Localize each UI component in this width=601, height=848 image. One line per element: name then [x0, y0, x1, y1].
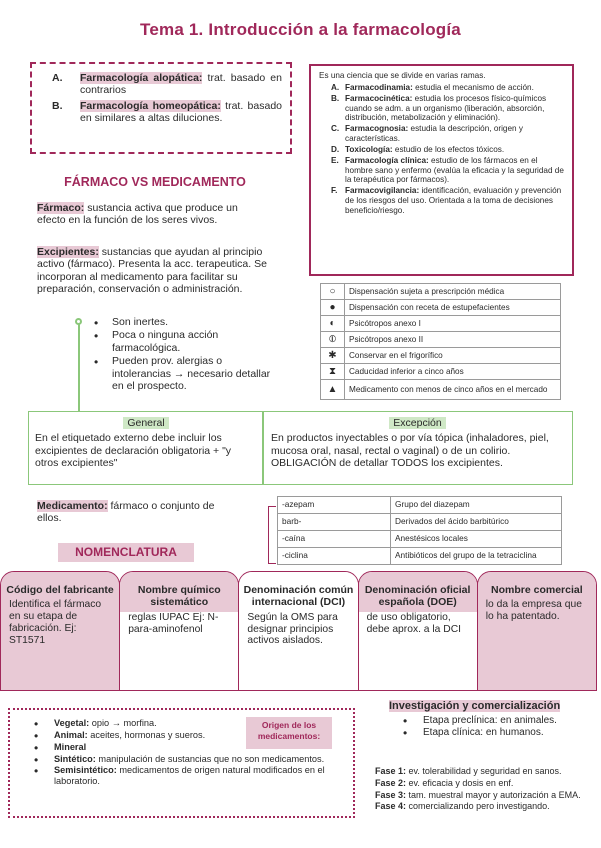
meaning-cell: Derivados del ácido barbitúrico — [391, 514, 562, 531]
suffix-table — [277, 496, 562, 565]
table-row — [278, 548, 562, 565]
item-term: Semisintético: — [54, 765, 117, 776]
research-section — [375, 700, 597, 739]
branch-letter: D. — [331, 144, 340, 154]
meaning-cell: Antibióticos del grupo de la tetraciclina — [391, 548, 562, 565]
section-heading: FÁRMACO VS MEDICAMENTO — [64, 175, 246, 189]
pharmacology-type-item — [52, 100, 282, 125]
phase-item — [375, 778, 597, 789]
definition-text: sustancia activa que produce un efecto en la función de los seres vivos. — [37, 202, 238, 227]
phase-text: comercializando pero investigando. — [408, 801, 550, 812]
symbols-table — [320, 283, 561, 400]
branch-term: Farmacovigilancia: — [345, 186, 420, 196]
empty-circle-icon: ○ — [321, 284, 345, 300]
list-item: • Poca o ninguna acción farmacológica. — [92, 329, 272, 354]
research-list — [375, 715, 597, 739]
nomenclatura-label: NOMENCLATURA — [58, 543, 194, 562]
bracket-connector — [268, 506, 276, 564]
excipientes-definition — [37, 246, 269, 296]
nomenclatura-column — [238, 571, 358, 691]
item-text: opio → morfina. — [91, 718, 157, 728]
column-heading: Denominación común internacional (DCI) — [239, 572, 357, 612]
list-item: • Etapa preclínica: en animales. — [403, 715, 597, 727]
list-item — [34, 718, 264, 729]
phase-term: Fase 2: — [375, 777, 407, 788]
branch-text: estudio de los efectos tóxicos. — [394, 144, 505, 154]
branch-letter: C. — [331, 124, 340, 134]
branch-letter: B. — [331, 93, 340, 103]
filled-circle-icon: ● — [321, 300, 345, 316]
branch-item — [319, 124, 564, 144]
item-text: trat. basado en similares a altas diluciones. — [80, 99, 282, 125]
branch-term: Farmacocinética: — [345, 93, 413, 103]
origen-label: Origen de los medicamentos: — [246, 717, 332, 749]
item-term: Animal: — [54, 729, 88, 740]
snowflake-icon: ✱ — [321, 348, 345, 364]
box-text: En el etiquetado externo debe incluir los excipientes de declaración obligatoria + "y otros excipientes" — [35, 432, 232, 470]
general-box — [28, 411, 264, 485]
nomenclatura-column — [119, 571, 239, 691]
nomenclatura-columns — [0, 571, 601, 691]
phase-item — [375, 766, 597, 777]
nomenclatura-column — [0, 571, 120, 691]
phase-text: tam. muestral mayor y autorización a EMA. — [408, 789, 581, 800]
definition-text: fármaco o conjunto de ellos. — [37, 500, 215, 525]
column-body: de uso obligatorio, debe aprox. a la DCI — [366, 611, 462, 635]
phase-item — [375, 801, 597, 812]
suffix-cell: barb- — [278, 514, 391, 531]
symbol-label: Conservar en el frigorífico — [345, 348, 561, 364]
research-heading: Investigación y comercialización — [389, 700, 561, 712]
branch-item — [319, 94, 564, 124]
branches-intro: Es una ciencia que se divide en varias ramas. — [319, 71, 486, 80]
column-body: Según la OMS para designar principios activos aislados. — [247, 611, 338, 647]
box-text: En productos inyectables o por vía tópica (inhaladores, piel, mucosa oral, nasal, rectal o vaginal) o de un colirio. OBLIGACIÓN de detallar TODOS los excipientes. — [271, 432, 549, 470]
table-row — [321, 300, 561, 316]
column-body: reglas IUPAC Ej: N-para-aminofenol — [128, 611, 219, 635]
item-term: Farmacología homeopática: — [80, 99, 221, 112]
phase-term: Fase 4: — [375, 801, 407, 812]
meaning-cell: Grupo del diazepam — [391, 497, 562, 514]
branch-term: Farmacognosia: — [345, 124, 409, 134]
nomenclatura-column — [358, 571, 478, 691]
phase-term: Fase 3: — [375, 789, 407, 800]
list-item — [34, 742, 264, 753]
pharmacology-branches-box — [309, 64, 574, 276]
branch-letter: F. — [331, 186, 338, 196]
definition-term: Fármaco: — [37, 202, 85, 214]
table-row — [278, 531, 562, 548]
item-text: aceites, hormonas y sueros. — [90, 729, 206, 740]
branch-term: Farmacología clínica: — [345, 155, 429, 165]
triangle-icon: ▲ — [321, 380, 345, 400]
suffix-cell: -azepam — [278, 497, 391, 514]
list-item: • Pueden prov. alergias o intolerancias → necesario detallar en el prospecto. — [92, 355, 272, 392]
item-letter: B. — [52, 99, 63, 112]
branch-text: estudio de los fármacos en el hombre sano y enfermo (evalúa la eficacia y la seguridad de la terapéutica por fármacos). — [345, 155, 564, 185]
list-item — [34, 730, 264, 741]
table-row — [321, 332, 561, 348]
table-row — [278, 497, 562, 514]
nomenclatura-column — [477, 571, 597, 691]
meaning-cell: Anestésicos locales — [391, 531, 562, 548]
connector-line — [78, 320, 80, 412]
branch-text: estudia el mecanismo de acción. — [415, 82, 534, 92]
item-term: Farmacología alopática: — [80, 72, 203, 84]
table-row — [321, 380, 561, 400]
symbol-label: Psicótropos anexo I — [345, 316, 561, 332]
branch-item — [319, 83, 564, 93]
item-term: Sintético: — [54, 753, 96, 764]
symbol-label: Psicótropos anexo II — [345, 332, 561, 348]
pharmacology-type-item — [52, 72, 282, 97]
symbol-label: Dispensación con receta de estupefacientes — [345, 300, 561, 316]
item-text: manipulación de sustancias que no son medicamentos. — [98, 753, 325, 764]
half-circle-icon: ◐ — [321, 316, 345, 332]
symbol-label: Dispensación sujeta a prescripción médica — [345, 284, 561, 300]
column-heading: Nombre comercial — [478, 572, 596, 599]
column-heading: Denominación oficial española (DOE) — [359, 572, 477, 612]
phases-list — [375, 766, 597, 813]
list-item: • Son inertes. — [92, 316, 272, 328]
table-row — [321, 348, 561, 364]
farmaco-definition — [37, 202, 262, 227]
suffix-cell: -caína — [278, 531, 391, 548]
circle-bar-icon: ⦶ — [321, 332, 345, 348]
definition-text: sustancias que ayudan al principio activo (fármaco). Presenta la acc. terapeutica. Se incorporan al medicamento para facilitar su preparación, conservación o administración. — [37, 246, 267, 296]
column-heading: Nombre químico sistemático — [120, 572, 238, 612]
column-body: Identifica el fármaco en su etapa de fabricación. Ej: ST1571 — [9, 599, 102, 646]
symbol-label: Caducidad inferior a cinco años — [345, 364, 561, 380]
box-heading: Excepción — [389, 417, 445, 429]
excepcion-box — [262, 411, 573, 485]
item-letter: A. — [52, 72, 63, 84]
branch-text: estudia la descripción, origen y características. — [345, 124, 523, 144]
suffix-cell: -ciclina — [278, 548, 391, 565]
table-row — [321, 364, 561, 380]
branch-term: Farmacodinamia: — [345, 82, 413, 92]
column-heading: Código del fabricante — [1, 572, 119, 599]
branch-item — [319, 186, 564, 216]
item-term: Mineral — [54, 741, 87, 752]
branch-letter: E. — [331, 155, 339, 165]
table-row — [278, 514, 562, 531]
item-text: trat. basado en contrarios — [80, 72, 282, 97]
box-heading: General — [123, 417, 168, 429]
hourglass-icon: ⧗ — [321, 364, 345, 380]
definition-term: Excipientes: — [37, 246, 99, 258]
phase-text: ev. tolerabilidad y seguridad en sanos. — [408, 766, 562, 776]
excipientes-list — [92, 316, 272, 393]
branch-item — [319, 156, 564, 186]
connector-dot — [75, 318, 82, 325]
phase-text: ev. eficacia y dosis en enf. — [408, 777, 514, 788]
list-item: • Etapa clínica: en humanos. — [403, 727, 597, 739]
branch-term: Toxicología: — [345, 144, 393, 154]
pharmacology-types-box — [30, 62, 292, 154]
phase-term: Fase 1: — [375, 766, 407, 776]
phase-item — [375, 790, 597, 801]
list-item — [34, 765, 334, 787]
page-title: Tema 1. Introducción a la farmacología — [140, 20, 461, 39]
list-item — [34, 754, 334, 765]
column-body: lo da la empresa que lo ha patentado. — [485, 599, 582, 623]
medicamento-definition — [37, 500, 237, 525]
branch-letter: A. — [331, 82, 340, 92]
symbol-label: Medicamento con menos de cinco años en el mercado — [345, 380, 561, 400]
branch-text: identificación, evaluación y prevención de los riesgos del uso. Orientada a la toma de decisiones beneficio/riesgo. — [345, 186, 562, 215]
table-row — [321, 284, 561, 300]
item-term: Vegetal: — [54, 718, 90, 728]
definition-term: Medicamento: — [37, 500, 108, 512]
branch-text: estudia los procesos físico-químicos cuando se adm. a un organismo (liberación, absorción, distribución, metabolización y eliminación). — [345, 93, 547, 123]
branch-item — [319, 145, 564, 155]
item-text: medicamentos de origen natural modificados en el laboratorio. — [54, 765, 325, 787]
table-row — [321, 316, 561, 332]
